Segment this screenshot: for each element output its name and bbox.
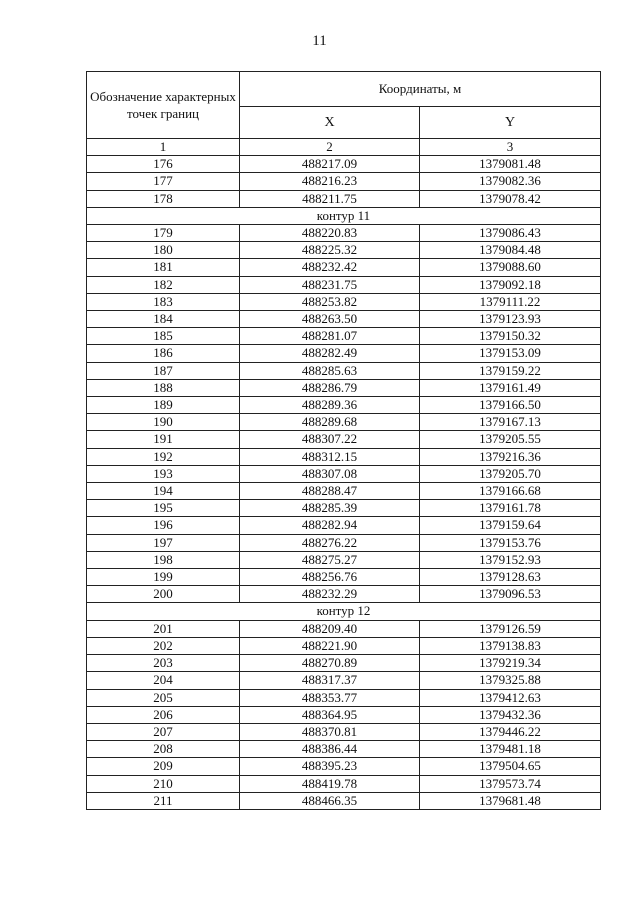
y-coordinate-cell: 1379325.88 <box>420 672 601 689</box>
table-row <box>87 551 601 568</box>
x-coordinate-cell: 488285.39 <box>240 500 420 517</box>
x-coordinate-cell: 488281.07 <box>240 328 420 345</box>
section-row <box>87 207 601 224</box>
y-coordinate-cell: 1379159.64 <box>420 517 601 534</box>
section-row <box>87 603 601 620</box>
x-coordinate-cell: 488276.22 <box>240 534 420 551</box>
y-coordinate-cell: 1379166.50 <box>420 397 601 414</box>
point-id-cell: 190 <box>87 414 240 431</box>
point-id-cell: 207 <box>87 723 240 740</box>
point-id-cell: 179 <box>87 225 240 242</box>
table-row <box>87 569 601 586</box>
point-id-cell: 178 <box>87 190 240 207</box>
x-coordinate-cell: 488217.09 <box>240 156 420 173</box>
table-row <box>87 586 601 603</box>
table-row <box>87 775 601 792</box>
point-id-cell: 180 <box>87 242 240 259</box>
x-coordinate-cell: 488232.29 <box>240 586 420 603</box>
point-id-cell: 194 <box>87 483 240 500</box>
point-id-cell: 210 <box>87 775 240 792</box>
point-id-cell: 197 <box>87 534 240 551</box>
y-coordinate-cell: 1379159.22 <box>420 362 601 379</box>
x-coordinate-cell: 488231.75 <box>240 276 420 293</box>
point-id-cell: 199 <box>87 569 240 586</box>
x-coordinate-cell: 488419.78 <box>240 775 420 792</box>
table-row <box>87 672 601 689</box>
table-row <box>87 276 601 293</box>
x-coordinate-cell: 488282.94 <box>240 517 420 534</box>
table-row <box>87 483 601 500</box>
point-id-cell: 181 <box>87 259 240 276</box>
point-id-cell: 203 <box>87 655 240 672</box>
table-row <box>87 328 601 345</box>
point-id-cell: 182 <box>87 276 240 293</box>
x-coordinate-cell: 488288.47 <box>240 483 420 500</box>
y-coordinate-cell: 1379153.09 <box>420 345 601 362</box>
x-coordinate-cell: 488225.32 <box>240 242 420 259</box>
point-id-cell: 191 <box>87 431 240 448</box>
page-number: 11 <box>312 33 327 49</box>
table-row <box>87 414 601 431</box>
point-id-cell: 211 <box>87 792 240 809</box>
table-row <box>87 362 601 379</box>
table-row <box>87 431 601 448</box>
table-row <box>87 379 601 396</box>
x-coordinate-cell: 488232.42 <box>240 259 420 276</box>
point-id-cell: 201 <box>87 620 240 637</box>
column-number: 1 <box>87 139 240 156</box>
y-coordinate-cell: 1379111.22 <box>420 293 601 310</box>
section-title: контур 11 <box>87 207 601 224</box>
point-id-cell: 209 <box>87 758 240 775</box>
y-coordinate-cell: 1379150.32 <box>420 328 601 345</box>
table-row <box>87 637 601 654</box>
point-id-cell: 186 <box>87 345 240 362</box>
x-coordinate-cell: 488395.23 <box>240 758 420 775</box>
table-row <box>87 156 601 173</box>
table-row <box>87 792 601 809</box>
y-coordinate-cell: 1379096.53 <box>420 586 601 603</box>
x-coordinate-cell: 488221.90 <box>240 637 420 654</box>
table-row <box>87 723 601 740</box>
y-coordinate-cell: 1379166.68 <box>420 483 601 500</box>
y-coordinate-cell: 1379123.93 <box>420 311 601 328</box>
column-numbers-row <box>87 139 601 156</box>
y-coordinate-cell: 1379205.70 <box>420 465 601 482</box>
table-row <box>87 225 601 242</box>
column-header-coordinates: Координаты, м <box>240 72 601 107</box>
table-row <box>87 190 601 207</box>
point-id-cell: 176 <box>87 156 240 173</box>
x-coordinate-cell: 488364.95 <box>240 706 420 723</box>
x-coordinate-cell: 488282.49 <box>240 345 420 362</box>
point-id-cell: 187 <box>87 362 240 379</box>
point-id-cell: 184 <box>87 311 240 328</box>
y-coordinate-cell: 1379432.36 <box>420 706 601 723</box>
x-coordinate-cell: 488466.35 <box>240 792 420 809</box>
column-number: 3 <box>420 139 601 156</box>
x-coordinate-cell: 488216.23 <box>240 173 420 190</box>
x-coordinate-cell: 488285.63 <box>240 362 420 379</box>
point-id-cell: 196 <box>87 517 240 534</box>
y-coordinate-cell: 1379092.18 <box>420 276 601 293</box>
table-row <box>87 397 601 414</box>
column-header-y: Y <box>420 107 601 139</box>
table-row <box>87 259 601 276</box>
x-coordinate-cell: 488286.79 <box>240 379 420 396</box>
point-id-cell: 206 <box>87 706 240 723</box>
x-coordinate-cell: 488220.83 <box>240 225 420 242</box>
table-row <box>87 293 601 310</box>
y-coordinate-cell: 1379573.74 <box>420 775 601 792</box>
table-row <box>87 345 601 362</box>
y-coordinate-cell: 1379152.93 <box>420 551 601 568</box>
table-body <box>87 156 601 810</box>
x-coordinate-cell: 488317.37 <box>240 672 420 689</box>
column-number: 2 <box>240 139 420 156</box>
x-coordinate-cell: 488209.40 <box>240 620 420 637</box>
point-id-cell: 202 <box>87 637 240 654</box>
point-id-cell: 200 <box>87 586 240 603</box>
y-coordinate-cell: 1379138.83 <box>420 637 601 654</box>
y-coordinate-cell: 1379681.48 <box>420 792 601 809</box>
y-coordinate-cell: 1379412.63 <box>420 689 601 706</box>
point-id-cell: 177 <box>87 173 240 190</box>
point-id-cell: 189 <box>87 397 240 414</box>
x-coordinate-cell: 488307.22 <box>240 431 420 448</box>
y-coordinate-cell: 1379216.36 <box>420 448 601 465</box>
y-coordinate-cell: 1379205.55 <box>420 431 601 448</box>
table-row <box>87 534 601 551</box>
y-coordinate-cell: 1379084.48 <box>420 242 601 259</box>
y-coordinate-cell: 1379088.60 <box>420 259 601 276</box>
x-coordinate-cell: 488386.44 <box>240 741 420 758</box>
y-coordinate-cell: 1379219.34 <box>420 655 601 672</box>
y-coordinate-cell: 1379446.22 <box>420 723 601 740</box>
table-row <box>87 311 601 328</box>
x-coordinate-cell: 488307.08 <box>240 465 420 482</box>
y-coordinate-cell: 1379082.36 <box>420 173 601 190</box>
y-coordinate-cell: 1379153.76 <box>420 534 601 551</box>
point-id-cell: 205 <box>87 689 240 706</box>
y-coordinate-cell: 1379481.18 <box>420 741 601 758</box>
x-coordinate-cell: 488353.77 <box>240 689 420 706</box>
coordinates-table <box>86 71 601 810</box>
point-id-cell: 198 <box>87 551 240 568</box>
table-row <box>87 758 601 775</box>
table-row <box>87 448 601 465</box>
table-row <box>87 465 601 482</box>
y-coordinate-cell: 1379086.43 <box>420 225 601 242</box>
y-coordinate-cell: 1379126.59 <box>420 620 601 637</box>
x-coordinate-cell: 488275.27 <box>240 551 420 568</box>
x-coordinate-cell: 488312.15 <box>240 448 420 465</box>
point-id-cell: 188 <box>87 379 240 396</box>
y-coordinate-cell: 1379081.48 <box>420 156 601 173</box>
point-id-cell: 193 <box>87 465 240 482</box>
point-id-cell: 208 <box>87 741 240 758</box>
point-id-cell: 183 <box>87 293 240 310</box>
x-coordinate-cell: 488211.75 <box>240 190 420 207</box>
table-row <box>87 242 601 259</box>
y-coordinate-cell: 1379161.78 <box>420 500 601 517</box>
x-coordinate-cell: 488289.68 <box>240 414 420 431</box>
point-id-cell: 185 <box>87 328 240 345</box>
table-row <box>87 173 601 190</box>
table-row <box>87 517 601 534</box>
x-coordinate-cell: 488270.89 <box>240 655 420 672</box>
table-row <box>87 706 601 723</box>
point-id-cell: 195 <box>87 500 240 517</box>
table-row <box>87 620 601 637</box>
y-coordinate-cell: 1379167.13 <box>420 414 601 431</box>
y-coordinate-cell: 1379078.42 <box>420 190 601 207</box>
x-coordinate-cell: 488289.36 <box>240 397 420 414</box>
column-header-x: X <box>240 107 420 139</box>
y-coordinate-cell: 1379504.65 <box>420 758 601 775</box>
x-coordinate-cell: 488253.82 <box>240 293 420 310</box>
x-coordinate-cell: 488263.50 <box>240 311 420 328</box>
point-id-cell: 192 <box>87 448 240 465</box>
table-row <box>87 500 601 517</box>
table-row <box>87 655 601 672</box>
y-coordinate-cell: 1379128.63 <box>420 569 601 586</box>
table-row <box>87 689 601 706</box>
x-coordinate-cell: 488370.81 <box>240 723 420 740</box>
column-header-point-name: Обозначение характерных точек границ <box>87 72 240 139</box>
section-title: контур 12 <box>87 603 601 620</box>
point-id-cell: 204 <box>87 672 240 689</box>
table-header <box>87 72 601 156</box>
y-coordinate-cell: 1379161.49 <box>420 379 601 396</box>
table-row <box>87 741 601 758</box>
x-coordinate-cell: 488256.76 <box>240 569 420 586</box>
